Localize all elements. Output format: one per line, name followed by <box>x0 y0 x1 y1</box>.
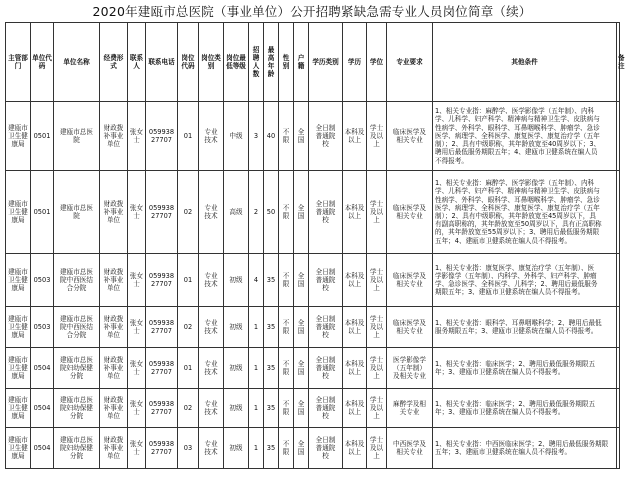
cell-hukou: 全国 <box>294 348 309 389</box>
cell-contact-phone: 059938 27707 <box>146 428 178 469</box>
column-header: 其他条件 <box>433 23 617 102</box>
cell-contact-person: 张女 士 <box>128 254 146 307</box>
cell-post-level: 初级 <box>224 254 249 307</box>
cell-funding-type: 财政拨 补事业 单位 <box>100 348 128 389</box>
cell-remarks <box>617 307 620 348</box>
cell-max-age: 40 <box>264 102 279 171</box>
cell-unit-name: 建瓯市总医 院中西医结 合分院 <box>54 307 100 348</box>
cell-post-category: 专业 技术 <box>199 171 224 254</box>
cell-contact-person: 张女 士 <box>128 307 146 348</box>
cell-hukou: 全国 <box>294 171 309 254</box>
cell-education: 本科及 以上 <box>343 171 367 254</box>
cell-post-level: 初级 <box>224 389 249 428</box>
cell-post-code: 01 <box>178 348 199 389</box>
column-header: 招聘人数 <box>249 23 264 102</box>
cell-department: 建瓯市 卫生健 康局 <box>6 307 31 348</box>
cell-funding-type: 财政拨 补事业 单位 <box>100 307 128 348</box>
cell-funding-type: 财政拨 补事业 单位 <box>100 102 128 171</box>
cell-department: 建瓯市 卫生健 康局 <box>6 389 31 428</box>
cell-hukou: 全国 <box>294 389 309 428</box>
cell-degree: 学士 及以 上 <box>367 171 387 254</box>
table-body <box>6 102 620 469</box>
cell-gender: 不 限 <box>279 171 294 254</box>
cell-department: 建瓯市 卫生健 康局 <box>6 428 31 469</box>
cell-hire-count: 2 <box>249 171 264 254</box>
cell-post-code: 02 <box>178 171 199 254</box>
cell-major-requirement: 医学影像学 （五年制） 及相关专业 <box>387 348 433 389</box>
cell-education: 本科及 以上 <box>343 428 367 469</box>
cell-degree: 学士 及以 上 <box>367 307 387 348</box>
cell-unit-name: 建瓯市总医 院妇幼保健 分院 <box>54 348 100 389</box>
cell-unit-code: 0501 <box>31 102 54 171</box>
cell-education: 本科及 以上 <box>343 307 367 348</box>
cell-post-category: 专业 技术 <box>199 389 224 428</box>
cell-contact-person: 张女 士 <box>128 102 146 171</box>
cell-gender: 不 限 <box>279 307 294 348</box>
cell-degree: 学士 及以 上 <box>367 254 387 307</box>
cell-degree: 学士 及以 上 <box>367 102 387 171</box>
cell-post-code: 02 <box>178 389 199 428</box>
cell-post-category: 专业 技术 <box>199 348 224 389</box>
cell-hire-count: 4 <box>249 254 264 307</box>
cell-unit-name: 建瓯市总医 院妇幼保健 分院 <box>54 428 100 469</box>
cell-post-level: 高级 <box>224 171 249 254</box>
cell-post-code: 01 <box>178 254 199 307</box>
cell-contact-person: 张女 士 <box>128 171 146 254</box>
cell-post-category: 专业 技术 <box>199 307 224 348</box>
table-row <box>6 171 620 254</box>
table-row <box>6 348 620 389</box>
cell-contact-phone: 059938 27707 <box>146 389 178 428</box>
cell-education-type: 全日制 普通院 校 <box>309 254 343 307</box>
column-header: 最高年龄 <box>264 23 279 102</box>
cell-unit-name: 建瓯市总医 院 <box>54 102 100 171</box>
cell-contact-phone: 059938 27707 <box>146 171 178 254</box>
cell-major-requirement: 临床医学及 相关专业 <box>387 171 433 254</box>
cell-degree: 学士 及以 上 <box>367 348 387 389</box>
cell-funding-type: 财政拨 补事业 单位 <box>100 254 128 307</box>
cell-other-conditions: 1、相关专业指：临床医学；2、聘用后最低服务期限五 年；3、建瓯市卫健系统在编人员不得报考。 <box>433 348 617 389</box>
cell-education-type: 全日制 普通院 校 <box>309 389 343 428</box>
cell-funding-type: 财政拨 补事业 单位 <box>100 389 128 428</box>
cell-funding-type: 财政拨 补事业 单位 <box>100 428 128 469</box>
table-row <box>6 102 620 171</box>
cell-education: 本科及 以上 <box>343 348 367 389</box>
table-row <box>6 307 620 348</box>
cell-remarks <box>617 102 620 171</box>
cell-gender: 不 限 <box>279 102 294 171</box>
column-header: 学历 <box>343 23 367 102</box>
cell-department: 建瓯市 卫生健 康局 <box>6 102 31 171</box>
cell-department: 建瓯市 卫生健 康局 <box>6 171 31 254</box>
cell-contact-person: 张女 士 <box>128 348 146 389</box>
column-header: 专业要求 <box>387 23 433 102</box>
cell-other-conditions: 1、相关专业指：康复医学、康复治疗学（五年制）、医 学影像学（五年制）、内科学、外科学、妇产科学、肿瘤 学、急诊医学、全科医学、儿科学；2、聘用后最低服务 期限五年；3、建瓯市卫健系统在编人员不得报考。 <box>433 254 617 307</box>
document-page <box>5 0 625 469</box>
column-header: 岗位最低等级 <box>224 23 249 102</box>
cell-unit-code: 0501 <box>31 171 54 254</box>
column-header: 备注 <box>617 23 620 102</box>
cell-degree: 学士 及以 上 <box>367 389 387 428</box>
cell-post-level: 初级 <box>224 428 249 469</box>
cell-unit-code: 0503 <box>31 254 54 307</box>
cell-other-conditions: 1、相关专业指：中西医临床医学；2、聘用后最低服务期限 五年；3、建瓯市卫健系统在编人员不得报考。 <box>433 428 617 469</box>
cell-major-requirement: 临床医学及 相关专业 <box>387 102 433 171</box>
cell-max-age: 50 <box>264 171 279 254</box>
cell-post-code: 03 <box>178 428 199 469</box>
column-header: 岗位代码 <box>178 23 199 102</box>
cell-unit-name: 建瓯市总医 院 <box>54 171 100 254</box>
cell-post-code: 01 <box>178 102 199 171</box>
page-title: 2020年建瓯市总医院（事业单位）公开招聘紧缺急需专业人员岗位简章（续） <box>92 4 532 19</box>
table-header-row <box>6 23 620 102</box>
cell-max-age: 35 <box>264 428 279 469</box>
cell-contact-phone: 059938 27707 <box>146 254 178 307</box>
cell-post-level: 中级 <box>224 102 249 171</box>
cell-department: 建瓯市 卫生健 康局 <box>6 348 31 389</box>
cell-education-type: 全日制 普通院 校 <box>309 102 343 171</box>
cell-hire-count: 1 <box>249 307 264 348</box>
cell-education-type: 全日制 普通院 校 <box>309 307 343 348</box>
cell-post-level: 初级 <box>224 348 249 389</box>
cell-hukou: 全国 <box>294 307 309 348</box>
cell-contact-phone: 059938 27707 <box>146 307 178 348</box>
cell-unit-code: 0504 <box>31 389 54 428</box>
column-header: 单位代码 <box>31 23 54 102</box>
cell-post-level: 初级 <box>224 307 249 348</box>
cell-education: 本科及 以上 <box>343 389 367 428</box>
cell-max-age: 35 <box>264 307 279 348</box>
cell-unit-name: 建瓯市总医 院中西医结 合分院 <box>54 254 100 307</box>
cell-funding-type: 财政拨 补事业 单位 <box>100 171 128 254</box>
cell-post-category: 专业 技术 <box>199 428 224 469</box>
cell-contact-phone: 059938 27707 <box>146 348 178 389</box>
cell-other-conditions: 1、相关专业指：麻醉学、医学影像学（五年制）、内科 学、儿科学、妇产科学、精神病与精神卫生学、皮肤病与 性病学、外科学、眼科学、耳鼻咽喉科学、肿瘤学、急诊 医学、病理学、全科医学、康复医学、康复治疗学（五年 制）；2、具有中级职称，其年龄放宽至45周岁以下，具 有副高职称的，其年龄放宽至50周岁以下，具有正高职称 的，其年龄放宽至55周岁以下；3、聘用后最低服务期限 五年；4、建瓯市卫健系统在编人员不得报考。 <box>433 171 617 254</box>
cell-hukou: 全国 <box>294 102 309 171</box>
column-header: 岗位类别 <box>199 23 224 102</box>
cell-contact-person: 张女 士 <box>128 428 146 469</box>
cell-hire-count: 1 <box>249 389 264 428</box>
cell-contact-person: 张女 士 <box>128 389 146 428</box>
cell-remarks <box>617 254 620 307</box>
cell-major-requirement: 临床医学及 相关专业 <box>387 307 433 348</box>
column-header: 联系电话 <box>146 23 178 102</box>
cell-gender: 不 限 <box>279 389 294 428</box>
cell-contact-phone: 059938 27707 <box>146 102 178 171</box>
cell-hire-count: 3 <box>249 102 264 171</box>
cell-unit-code: 0504 <box>31 428 54 469</box>
cell-gender: 不 限 <box>279 428 294 469</box>
column-header: 联系人 <box>128 23 146 102</box>
cell-department: 建瓯市 卫生健 康局 <box>6 254 31 307</box>
cell-max-age: 35 <box>264 348 279 389</box>
cell-hukou: 全国 <box>294 428 309 469</box>
table-row <box>6 389 620 428</box>
cell-gender: 不 限 <box>279 348 294 389</box>
cell-education: 本科及 以上 <box>343 254 367 307</box>
cell-major-requirement: 中西医学及 相关专业 <box>387 428 433 469</box>
cell-other-conditions: 1、相关专业指：临床医学；2、聘用后最低服务期限五 年；3、建瓯市卫健系统在编人员不得报考。 <box>433 389 617 428</box>
cell-remarks <box>617 428 620 469</box>
cell-post-code: 02 <box>178 307 199 348</box>
cell-hukou: 全国 <box>294 254 309 307</box>
table-row <box>6 254 620 307</box>
cell-max-age: 35 <box>264 389 279 428</box>
cell-education-type: 全日制 普通院 校 <box>309 428 343 469</box>
column-header: 学位 <box>367 23 387 102</box>
cell-education-type: 全日制 普通院 校 <box>309 348 343 389</box>
column-header: 主管部门 <box>6 23 31 102</box>
cell-post-category: 专业 技术 <box>199 102 224 171</box>
cell-major-requirement: 麻醉学及相 关专业 <box>387 389 433 428</box>
cell-unit-name: 建瓯市总医 院妇幼保健 分院 <box>54 389 100 428</box>
column-header: 性别 <box>279 23 294 102</box>
column-header: 学历类别 <box>309 23 343 102</box>
cell-post-category: 专业 技术 <box>199 254 224 307</box>
cell-other-conditions: 1、相关专业指：眼科学、耳鼻咽喉科学；2、聘用后最低 服务期限五年；3、建瓯市卫健系统在编人员不得报考。 <box>433 307 617 348</box>
cell-unit-code: 0503 <box>31 307 54 348</box>
cell-hire-count: 1 <box>249 348 264 389</box>
cell-gender: 不 限 <box>279 254 294 307</box>
cell-education-type: 全日制 普通院 校 <box>309 171 343 254</box>
column-header: 单位名称 <box>54 23 100 102</box>
cell-max-age: 35 <box>264 254 279 307</box>
cell-remarks <box>617 171 620 254</box>
cell-major-requirement: 临床医学及 相关专业 <box>387 254 433 307</box>
column-header: 经费形式 <box>100 23 128 102</box>
table-row <box>6 428 620 469</box>
cell-hire-count: 1 <box>249 428 264 469</box>
cell-remarks <box>617 348 620 389</box>
recruitment-table <box>5 22 625 469</box>
column-header: 户籍 <box>294 23 309 102</box>
cell-degree: 学士 及以 上 <box>367 428 387 469</box>
cell-other-conditions: 1、相关专业指：麻醉学、医学影像学（五年制）、内科 学、儿科学、妇产科学、精神病与精神卫生学、皮肤病与 性病学、外科学、眼科学、耳鼻咽喉科学、肿瘤学、急诊 医学、病理学、全科医学、康复医学、康复治疗学（五年 制）；2、具有中级职称，其年龄放宽至40周岁以下；3、 聘用后最低服务期限五年；4、建瓯市卫健系统在编人员 不得报考。 <box>433 102 617 171</box>
cell-unit-code: 0504 <box>31 348 54 389</box>
cell-education: 本科及 以上 <box>343 102 367 171</box>
cell-remarks <box>617 389 620 428</box>
